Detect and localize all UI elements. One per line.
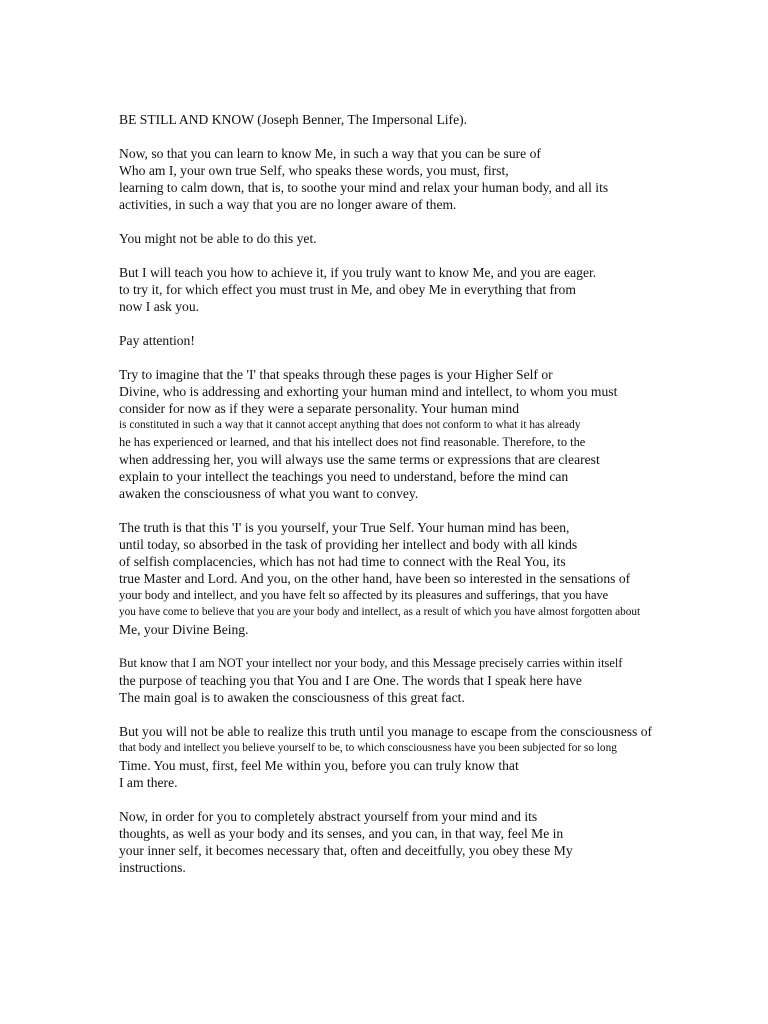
text-line: you have come to believe that you are your body and intellect, as a result of which you have almost forgotten about — [119, 606, 641, 618]
text-line: I am there. — [119, 775, 178, 790]
text-line: thoughts, as well as your body and its senses, and you can, in that way, feel Me in — [119, 826, 564, 841]
text-line: But you will not be able to realize this truth until you manage to escape from the consciousness of — [119, 724, 653, 739]
text-line: when addressing her, you will always use the same terms or expressions that are clearest — [119, 452, 600, 467]
text-line: Me, your Divine Being. — [119, 622, 249, 637]
text-line: Time. You must, first, feel Me within you, before you can truly know that — [119, 758, 519, 773]
text-line: true Master and Lord. And you, on the other hand, have been so interested in the sensations of — [119, 571, 631, 586]
text-line: Who am I, your own true Self, who speaks these words, you must, first, — [119, 163, 509, 178]
paragraph-1 — [119, 145, 719, 213]
paragraph-4 — [119, 332, 719, 349]
text-line: activities, in such a way that you are no longer aware of them. — [119, 197, 457, 212]
text-line: awaken the consciousness of what you want to convey. — [119, 486, 419, 501]
text-line: You might not be able to do this yet. — [119, 231, 317, 246]
paragraph-9 — [119, 808, 719, 876]
text-line: your body and intellect, and you have felt so affected by its pleasures and sufferings, that you have — [119, 588, 609, 602]
text-line: he has experienced or learned, and that his intellect does not find reasonable. Therefore, to the — [119, 435, 586, 449]
text-line: of selfish complacencies, which has not had time to connect with the Real You, its — [119, 554, 566, 569]
text-line: that body and intellect you believe yourself to be, to which consciousness have you been subjected for so long — [119, 742, 617, 754]
text-line: until today, so absorbed in the task of providing her intellect and body with all kinds — [119, 537, 578, 552]
text-line: Now, in order for you to completely abstract yourself from your mind and its — [119, 809, 538, 824]
text-line: to try it, for which effect you must trust in Me, and obey Me in everything that from — [119, 282, 576, 297]
text-line: Now, so that you can learn to know Me, in such a way that you can be sure of — [119, 146, 541, 161]
paragraph-8 — [119, 723, 719, 791]
text-line: But I will teach you how to achieve it, if you truly want to know Me, and you are eager. — [119, 265, 597, 280]
text-line: instructions. — [119, 860, 186, 875]
text-line: learning to calm down, that is, to soothe your mind and relax your human body, and all its — [119, 180, 609, 195]
text-line: The truth is that this 'I' is you yourself, your True Self. Your human mind has been, — [119, 520, 570, 535]
document-title: BE STILL AND KNOW (Joseph Benner, The Impersonal Life). — [119, 112, 468, 127]
paragraph-6 — [119, 519, 719, 638]
document-title-block — [119, 111, 719, 128]
text-line: Pay attention! — [119, 333, 195, 348]
paragraph-2 — [119, 230, 719, 247]
text-line: Try to imagine that the 'I' that speaks through these pages is your Higher Self or — [119, 367, 553, 382]
text-line: But know that I am NOT your intellect nor your body, and this Message precisely carries within itself — [119, 656, 623, 670]
text-line: The main goal is to awaken the consciousness of this great fact. — [119, 690, 465, 705]
document-body — [119, 111, 719, 893]
text-line: explain to your intellect the teachings you need to understand, before the mind can — [119, 469, 569, 484]
text-line: consider for now as if they were a separate personality. Your human mind — [119, 401, 520, 416]
text-line: now I ask you. — [119, 299, 200, 314]
text-line: is constituted in such a way that it cannot accept anything that does not conform to what it has already — [119, 419, 581, 431]
text-line: the purpose of teaching you that You and I are One. The words that I speak here have — [119, 673, 582, 688]
text-line: your inner self, it becomes necessary that, often and deceitfully, you obey these My — [119, 843, 573, 858]
paragraph-7 — [119, 655, 719, 706]
paragraph-3 — [119, 264, 719, 315]
text-line: Divine, who is addressing and exhorting your human mind and intellect, to whom you must — [119, 384, 618, 399]
paragraph-5 — [119, 366, 719, 502]
